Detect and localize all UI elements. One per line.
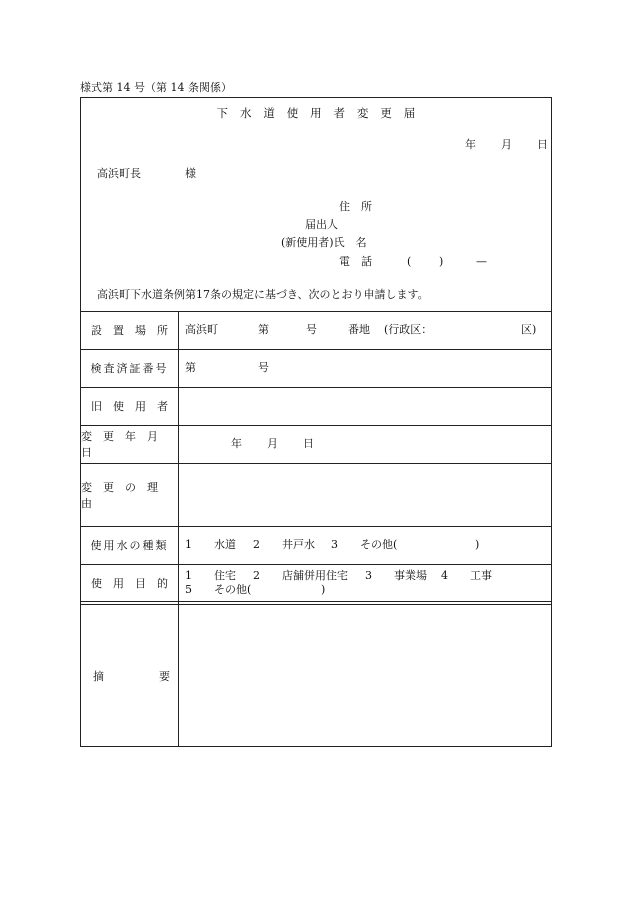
change-date-year: 年 [231, 437, 242, 450]
reason-value-cell[interactable] [185, 463, 543, 526]
water-type-option-3[interactable]: 3 その他( [331, 538, 398, 551]
remarks-label-right: 要 [159, 669, 170, 683]
form-caption: 様式第 14 号（第 14 条関係） [80, 81, 232, 94]
water-type-value-cell[interactable] [185, 526, 543, 564]
inspection-label-cell [81, 349, 178, 387]
change-date-value-cell[interactable] [185, 425, 543, 463]
water-type-label-cell [81, 526, 178, 564]
date-day: 日 [537, 138, 548, 151]
phone-label: 電 話 [339, 255, 372, 268]
location-value-cell[interactable] [185, 311, 543, 349]
reason-label-cell [81, 463, 178, 526]
location-banchi: 番地 [348, 323, 370, 336]
purpose-option-5[interactable]: 5 その他( [185, 583, 252, 596]
remarks-label-left: 摘 [93, 669, 104, 683]
inspection-go: 号 [258, 361, 269, 374]
location-ward-close: 区) [521, 323, 537, 336]
old-user-label-cell [81, 387, 178, 425]
location-town: 高浜町 [185, 323, 218, 336]
notifier-label: 届出人 [305, 218, 338, 231]
change-date-month: 月 [267, 437, 278, 450]
purpose-label-cell [81, 564, 178, 601]
remarks-value-cell[interactable] [185, 604, 543, 747]
inspection-value-cell[interactable] [185, 349, 543, 387]
addressee: 高浜町長 [97, 167, 141, 180]
purpose-label: 使 用 目 的 [91, 576, 168, 590]
location-label: 設 置 場 所 [91, 324, 168, 337]
purpose-option-4[interactable]: 4 工事 [441, 569, 492, 582]
purpose-option-3[interactable]: 3 事業場 [365, 569, 427, 582]
phone-dash: — [476, 255, 487, 268]
purpose-option-1[interactable]: 1 住宅 [185, 569, 236, 582]
remarks-label-cell [81, 604, 178, 747]
inspection-dai: 第 [185, 361, 196, 374]
date-month: 月 [501, 138, 512, 151]
addressee-honorific: 様 [185, 167, 196, 180]
phone-paren-close: ) [439, 255, 444, 268]
change-date-label: 変 更 年 月 日 [81, 430, 169, 459]
change-date-day: 日 [303, 437, 314, 450]
reason-label: 変 更 の 理 由 [81, 480, 169, 510]
purpose-value-cell[interactable] [185, 564, 543, 601]
location-go: 号 [306, 323, 317, 336]
date-year: 年 [465, 138, 476, 151]
statement: 高浜町下水道条例第17条の規定に基づき、次のとおり申請します。 [97, 288, 429, 301]
water-type-paren-close: ) [475, 538, 480, 551]
form-box [80, 97, 552, 747]
old-user-value-cell[interactable] [185, 387, 543, 425]
water-type-option-2[interactable]: 2 井戸水 [253, 538, 315, 551]
inspection-label: 検査済証番号 [90, 362, 169, 375]
name-label: (新使用者)氏 名 [281, 236, 367, 249]
old-user-label: 旧 使 用 者 [91, 400, 168, 413]
address-label: 住 所 [339, 200, 372, 213]
form-title: 下 水 道 使 用 者 変 更 届 [216, 106, 416, 120]
water-type-option-1[interactable]: 1 水道 [185, 538, 236, 551]
water-type-label: 使用水の種類 [90, 539, 169, 552]
purpose-paren-close: ) [321, 583, 326, 596]
phone-paren-open: ( [407, 255, 412, 268]
purpose-option-2[interactable]: 2 店舗併用住宅 [253, 569, 348, 582]
location-ward-open: (行政区： [384, 323, 433, 336]
change-date-label-cell [81, 425, 178, 463]
location-dai: 第 [258, 323, 269, 336]
location-label-cell [81, 311, 178, 349]
